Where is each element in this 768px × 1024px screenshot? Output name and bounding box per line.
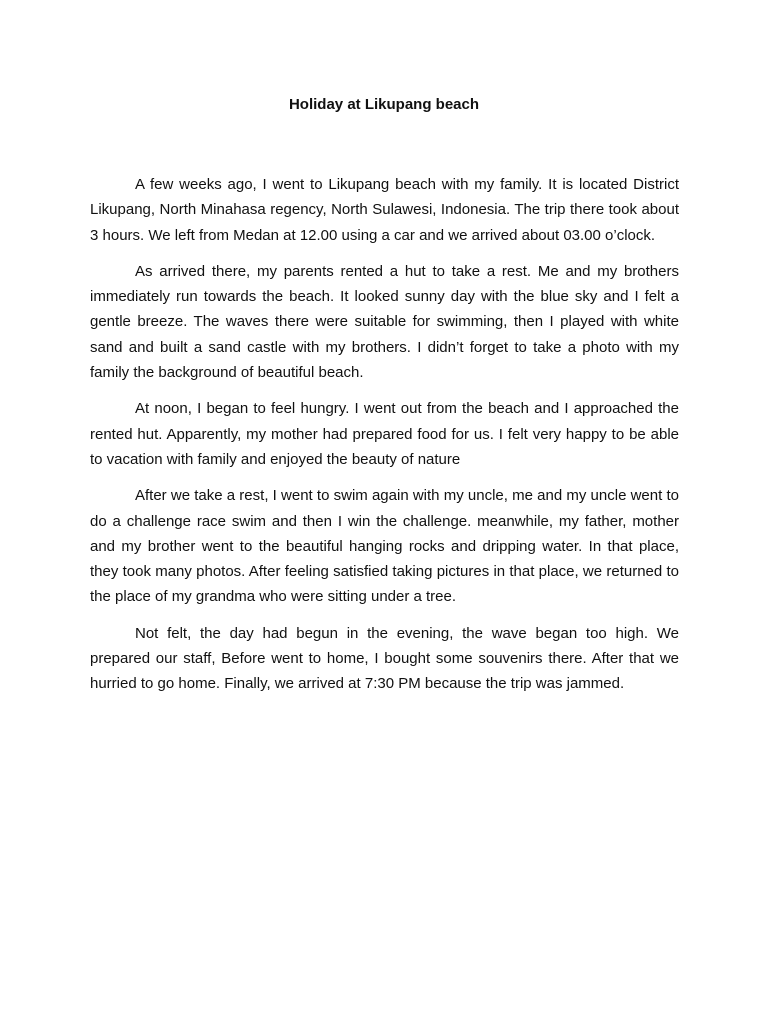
paragraph-1: A few weeks ago, I went to Likupang beach with my family. It is located District Likupang, North Minahasa regency, North Sulawesi, Indonesia. The trip there took about 3 hours. We left from Medan at 12.00 using a car and we arrived about 03.00 o’clock. (90, 176, 679, 244)
paragraph-3: At noon, I began to feel hungry. I went out from the beach and I approached the rented hut. Apparently, my mother had prepared food for us. I felt very happy to be able to vacation with family and enjoyed the beauty of nature (90, 400, 679, 468)
document-body (90, 172, 679, 708)
paragraph-2: As arrived there, my parents rented a hut to take a rest. Me and my brothers immediately run towards the beach. It looked sunny day with the blue sky and I felt a gentle breeze. The waves there were suitable for swimming, then I played with white sand and built a sand castle with my brothers. I didn’t forget to take a photo with my family the background of beautiful beach. (90, 262, 679, 382)
paragraph-5: Not felt, the day had begun in the evening, the wave began too high. We prepared our staff, Before went to home, I bought some souvenirs there. After that we hurried to go home. Finally, we arrived at 7:30 PM because the trip was jammed. (90, 624, 679, 693)
paragraph-4: After we take a rest, I went to swim again with my uncle, me and my uncle went to do a challenge race swim and then I win the challenge. meanwhile, my father, mother and my brother went to the beautiful hanging rocks and dripping water. In that place, they took many photos. After feeling satisfied taking pictures in that place, we returned to the place of my grandma who were sitting under a tree. (90, 487, 679, 606)
document-title: Holiday at Likupang beach (288, 96, 480, 113)
